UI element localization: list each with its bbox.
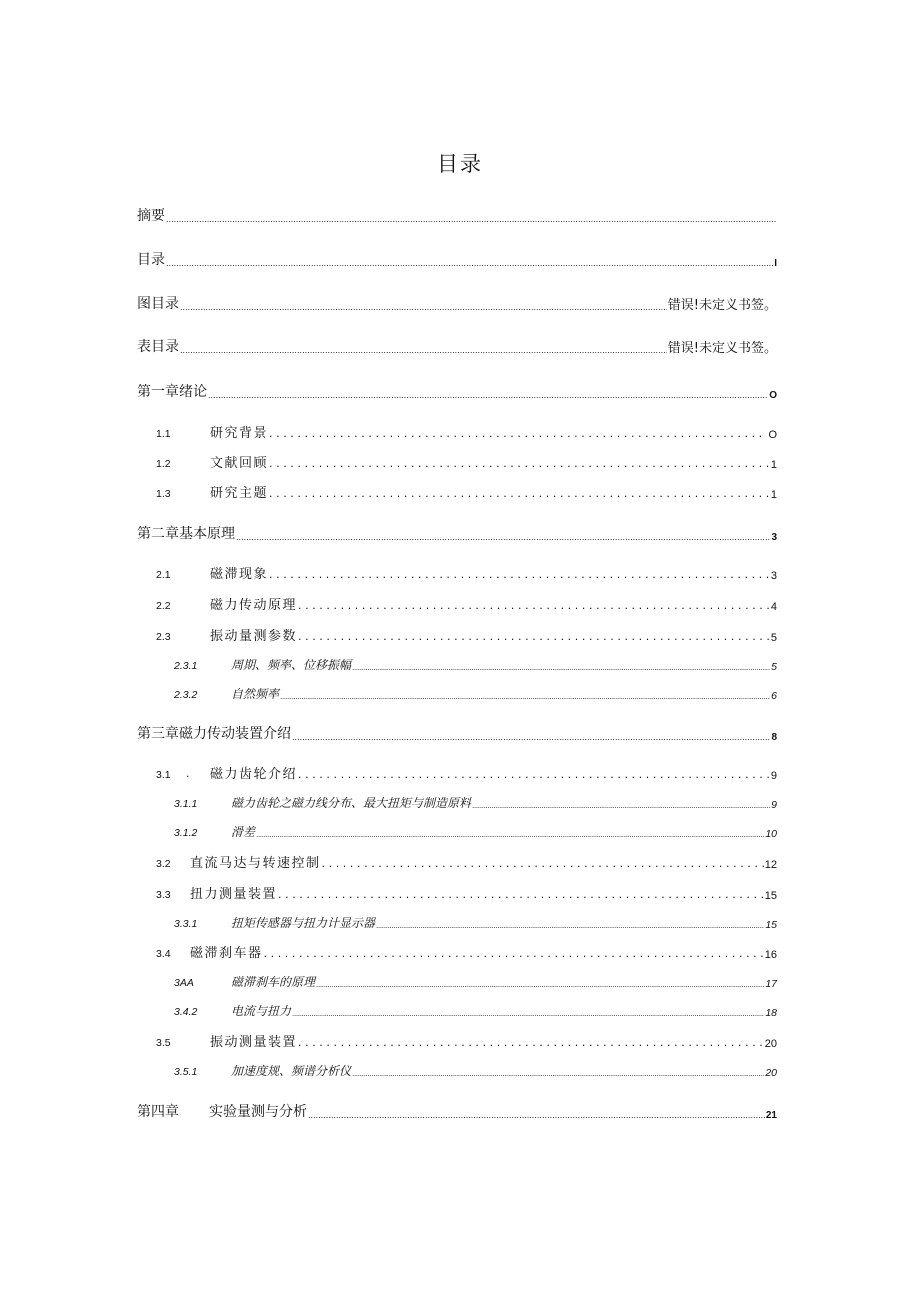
toc-leader xyxy=(292,733,770,742)
toc-page: 错误!未定义书签。 xyxy=(667,298,777,313)
toc-entry-2-3-1[interactable] xyxy=(0,653,920,675)
toc-page: 5 xyxy=(771,661,777,673)
toc-number: 2.3 xyxy=(156,631,171,643)
toc-entry-3-2[interactable] xyxy=(0,851,920,873)
toc-label: 实验量测与分析 xyxy=(209,1104,307,1120)
toc-label: 磁滞刹车的原理 xyxy=(231,975,316,989)
toc-leader xyxy=(292,1010,764,1018)
toc-number: 1.2 xyxy=(156,458,171,470)
toc-label: 第二章基本原理 xyxy=(137,526,235,542)
toc-leader xyxy=(298,630,770,643)
toc-page: 18 xyxy=(765,1007,777,1019)
toc-page: 16 xyxy=(764,949,777,961)
toc-label: 文献回顾 xyxy=(210,456,269,471)
toc-page: 3 xyxy=(771,532,777,543)
toc-label: 直流马达与转速控制 xyxy=(190,856,321,871)
toc-label: 图目录 xyxy=(137,296,179,312)
toc-entry-2-3[interactable] xyxy=(0,624,920,646)
toc-entry-abstract[interactable] xyxy=(0,205,920,227)
toc-entry-3-5[interactable] xyxy=(0,1030,920,1052)
toc-label: 磁力齿轮介绍 xyxy=(210,767,298,782)
toc-number: 2.2 xyxy=(156,600,171,612)
toc-page: 4 xyxy=(770,601,777,613)
toc-entry-chapter-2[interactable] xyxy=(0,523,920,545)
toc-leader xyxy=(352,664,770,672)
toc-label: 扭力测量装置 xyxy=(190,887,278,902)
toc-label: 研究主题 xyxy=(210,486,269,501)
toc-leader xyxy=(278,888,764,901)
toc-separator: . xyxy=(186,767,190,780)
toc-leader xyxy=(280,693,770,701)
toc-page: 错误!未定义书签。 xyxy=(667,341,777,356)
toc-leader xyxy=(322,857,764,870)
toc-entry-1-3[interactable] xyxy=(0,481,920,503)
toc-number: 3.2 xyxy=(156,858,171,870)
toc-label: 第三章磁力传动装置介绍 xyxy=(137,726,291,742)
toc-label: 周期、频率、位移振幅 xyxy=(231,658,352,672)
toc-number: 2.1 xyxy=(156,569,171,581)
toc-entry-1-2[interactable] xyxy=(0,451,920,473)
toc-entry-3-4[interactable] xyxy=(0,941,920,963)
toc-number: 3.1.1 xyxy=(174,798,198,810)
toc-entry-contents[interactable] xyxy=(0,249,920,271)
toc-page: 9 xyxy=(770,770,777,782)
toc-label: 振动测量装置 xyxy=(210,1035,298,1050)
toc-label: 磁滞现象 xyxy=(210,567,269,582)
toc-leader xyxy=(352,1070,764,1078)
toc-label: 磁滞刹车器 xyxy=(190,946,263,961)
toc-leader xyxy=(298,768,770,781)
toc-page: 10 xyxy=(765,828,777,840)
toc-number: 3.1.2 xyxy=(174,827,198,839)
toc-entry-3-3[interactable] xyxy=(0,882,920,904)
toc-leader xyxy=(298,1036,764,1049)
toc-page: O xyxy=(768,429,777,441)
toc-entry-2-3-2[interactable] xyxy=(0,682,920,704)
toc-entry-3-4-2[interactable] xyxy=(0,999,920,1021)
toc-entry-figures[interactable] xyxy=(0,293,920,315)
toc-leader xyxy=(208,391,768,400)
toc-leader xyxy=(308,1111,765,1120)
toc-page: 12 xyxy=(764,859,777,871)
toc-leader xyxy=(256,831,764,839)
toc-page: 5 xyxy=(770,632,777,644)
toc-entry-chapter-4[interactable] xyxy=(0,1101,920,1123)
toc-label: 电流与扭力 xyxy=(231,1004,292,1018)
toc-leader xyxy=(180,346,667,355)
toc-page: 20 xyxy=(765,1067,777,1079)
toc-label: 摘要 xyxy=(137,208,165,224)
toc-page: 15 xyxy=(764,890,777,902)
toc-label: 第一章绪论 xyxy=(137,384,207,400)
toc-label: 滑差 xyxy=(231,825,256,839)
toc-leader xyxy=(298,599,770,612)
toc-number: 第四章 xyxy=(137,1104,179,1120)
toc-number: 3.1 xyxy=(156,769,171,781)
toc-leader xyxy=(264,947,764,960)
toc-leader xyxy=(166,259,773,268)
toc-leader xyxy=(376,922,764,930)
toc-page: 8 xyxy=(771,732,777,743)
toc-page: 1 xyxy=(770,459,777,471)
toc-page: O xyxy=(769,390,777,401)
toc-entry-2-1[interactable] xyxy=(0,562,920,584)
toc-number: 2.3.2 xyxy=(174,689,198,701)
toc-label: 表目录 xyxy=(137,339,179,355)
toc-entry-chapter-3[interactable] xyxy=(0,723,920,745)
toc-page: 3 xyxy=(770,570,777,582)
toc-page: 6 xyxy=(771,690,777,702)
toc-leader xyxy=(236,533,770,542)
toc-leader xyxy=(166,215,776,224)
toc-page: 9 xyxy=(771,799,777,811)
toc-number: 2.3.1 xyxy=(174,660,198,672)
toc-label: 研究背景 xyxy=(210,426,269,441)
toc-number: 3.3.1 xyxy=(174,918,198,930)
toc-label: 磁力传动原理 xyxy=(210,598,298,613)
toc-entry-2-2[interactable] xyxy=(0,593,920,615)
toc-leader xyxy=(269,487,770,500)
toc-page: I xyxy=(774,258,777,269)
toc-number: 3.3 xyxy=(156,889,171,901)
toc-entry-chapter-1[interactable] xyxy=(0,381,920,403)
toc-label: 自然频率 xyxy=(231,687,280,701)
page-title: 目录 xyxy=(437,152,483,176)
toc-entry-tables[interactable] xyxy=(0,336,920,358)
toc-number: 1.1 xyxy=(156,428,171,440)
toc-number: 1.3 xyxy=(156,488,171,500)
toc-number: 3AA xyxy=(174,977,194,989)
toc-number: 3.5 xyxy=(156,1037,171,1049)
toc-label: 目录 xyxy=(137,252,165,268)
toc-page: 17 xyxy=(765,978,777,990)
toc-number: 3.5.1 xyxy=(174,1066,198,1078)
toc-label: 加速度规、频谱分析仪 xyxy=(231,1064,352,1078)
toc-leader xyxy=(472,802,770,810)
toc-leader xyxy=(269,568,770,581)
toc-page: 20 xyxy=(764,1038,777,1050)
toc-entry-3-1-1[interactable] xyxy=(0,791,920,813)
toc-page: 15 xyxy=(765,919,777,931)
toc-leader xyxy=(180,303,667,312)
toc-number: 3.4 xyxy=(156,948,171,960)
toc-label: 磁力齿轮之磁力线分布、最大扭矩与制造原料 xyxy=(231,796,472,810)
toc-page: 21 xyxy=(765,1110,777,1121)
toc-entry-3-1[interactable] xyxy=(0,762,920,784)
toc-number: 3.4.2 xyxy=(174,1006,198,1018)
toc-leader xyxy=(316,981,764,989)
toc-entry-3-4-1[interactable] xyxy=(0,970,920,992)
toc-leader xyxy=(269,427,767,440)
toc-label: 扭矩传感器与扭力计显示器 xyxy=(231,916,376,930)
toc-entry-3-1-2[interactable] xyxy=(0,820,920,842)
toc-page: 1 xyxy=(770,489,777,501)
toc-entry-1-1[interactable] xyxy=(0,421,920,443)
toc-entry-3-5-1[interactable] xyxy=(0,1059,920,1081)
toc-leader xyxy=(269,457,770,470)
toc-label: 振动量测参数 xyxy=(210,629,298,644)
toc-entry-3-3-1[interactable] xyxy=(0,911,920,933)
